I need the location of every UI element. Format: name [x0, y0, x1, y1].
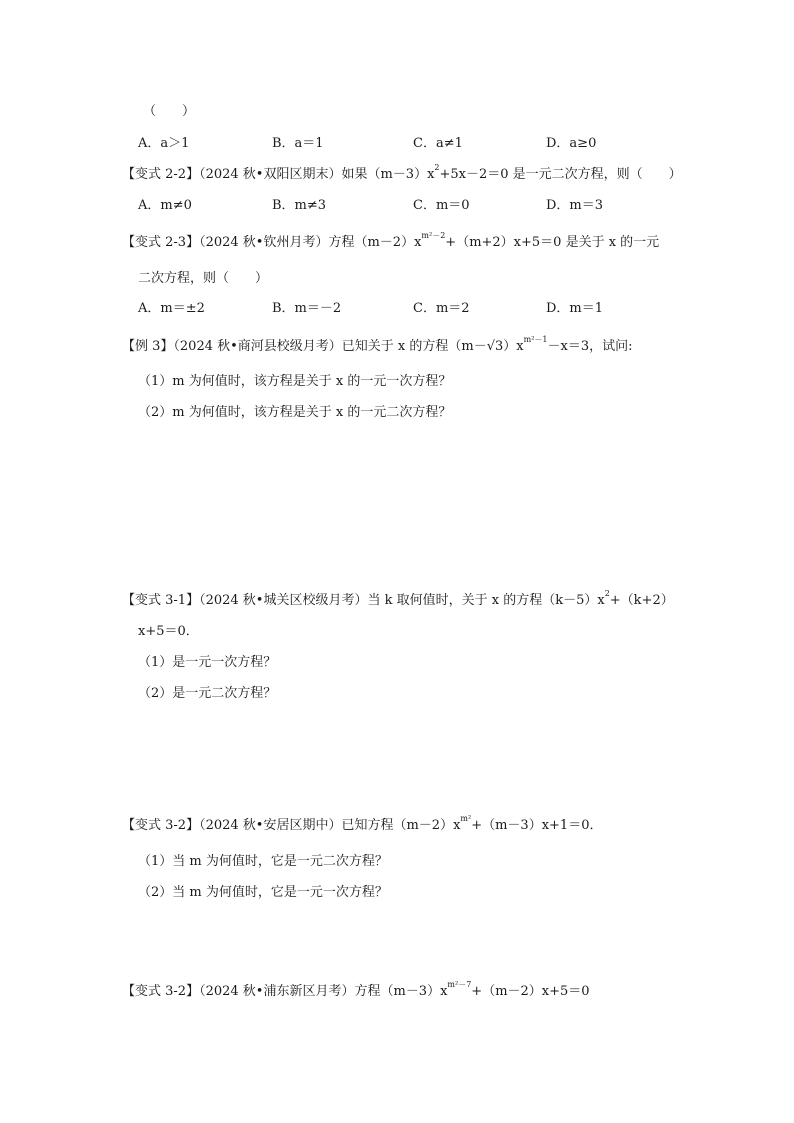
q23-tag: 【变式 2-3】 — [122, 235, 200, 250]
q32a-sub2: （2）当 m 为何值时，它是一元一次方程？ — [138, 885, 388, 900]
option-c: C．m＝2 — [413, 301, 470, 316]
q32b-text-a: 方程（m－3）x — [354, 984, 448, 999]
q31-text-a: 当 k 取何值时，关于 x 的方程（k－5）x — [367, 593, 605, 608]
q22-text-a: 如果（m－3）x — [341, 167, 435, 182]
option-c: C．a≠1 — [413, 136, 463, 151]
q32a-source: （2024 秋•安居区期中） — [199, 818, 342, 833]
q31-stem-line2: x+5＝0． — [138, 624, 199, 639]
q23-stem — [122, 231, 660, 253]
q32a-tag: 【变式 3-2】 — [122, 818, 200, 833]
q22-tag: 【变式 2-2】 — [122, 167, 200, 182]
option-b: B．a＝1 — [272, 136, 324, 151]
q31-source: （2024 秋•城关区校级月考） — [199, 593, 368, 608]
q22-exponent: 2 — [434, 163, 440, 172]
q23-source: （2024 秋•钦州月考） — [199, 235, 329, 250]
option-a: A．a＞1 — [138, 136, 190, 151]
q32a-stem — [122, 814, 603, 836]
q32b-tag: 【变式 3-2】 — [122, 984, 200, 999]
q23-exponent: m²－2 — [421, 231, 446, 240]
option-a: A．m＝±2 — [138, 301, 205, 316]
option-a: A．m≠0 — [138, 198, 192, 213]
ex3-text-a: 已知关于 x 的方程（m－√3）x — [341, 339, 524, 354]
option-d: D．m＝1 — [546, 301, 604, 316]
q31-tag: 【变式 3-1】 — [122, 593, 200, 608]
ex3-source: （2024 秋•商河县校级月考） — [173, 339, 342, 354]
ex3-sub2: （2）m 为何值时，该方程是关于 x 的一元二次方程？ — [138, 405, 452, 420]
q23-text-b: +（m+2）x+5＝0 是关于 x 的一元 — [445, 235, 660, 250]
answer-paren: （ ） — [143, 104, 196, 119]
option-b: B．m≠3 — [272, 198, 327, 213]
ex3-tag: 【例 3】 — [122, 339, 174, 354]
q22-text-b: +5x－2＝0 是一元二次方程，则（ ） — [439, 167, 682, 182]
option-d: D．m＝3 — [546, 198, 604, 213]
q23-text-a: 方程（m－2）x — [328, 235, 422, 250]
ex3-stem — [122, 335, 633, 357]
q32a-exponent: m² — [460, 814, 472, 823]
q32b-source: （2024 秋•浦东新区月考） — [199, 984, 355, 999]
option-d: D．a≥0 — [546, 136, 597, 151]
ex3-sub1: （1）m 为何值时，该方程是关于 x 的一元一次方程？ — [138, 374, 452, 389]
q32b-exponent: m²－7 — [447, 980, 472, 989]
q31-sub1: （1）是一元一次方程？ — [138, 655, 277, 670]
q31-exponent: 2 — [604, 589, 610, 598]
q31-stem — [122, 589, 674, 611]
ex3-exponent: m²－1 — [523, 335, 548, 344]
q22-stem — [122, 163, 682, 185]
ex3-text-b: －x＝3，试问: — [547, 339, 633, 354]
q32b-text-b: +（m－2）x+5＝0 — [471, 984, 590, 999]
option-b: B．m＝－2 — [272, 301, 342, 316]
option-c: C．m＝0 — [413, 198, 470, 213]
q32a-sub1: （1）当 m 为何值时，它是一元二次方程？ — [138, 854, 388, 869]
q23-stem-line2: 二次方程，则（ ） — [138, 271, 269, 286]
q22-source: （2024 秋•双阳区期末） — [199, 167, 342, 182]
q31-sub2: （2）是一元二次方程？ — [138, 686, 277, 701]
q31-text-b: +（k+2） — [609, 593, 674, 608]
q32b-stem — [122, 980, 590, 1002]
q32a-text-b: +（m－3）x+1＝0． — [471, 818, 603, 833]
q32a-text-a: 已知方程（m－2）x — [341, 818, 461, 833]
